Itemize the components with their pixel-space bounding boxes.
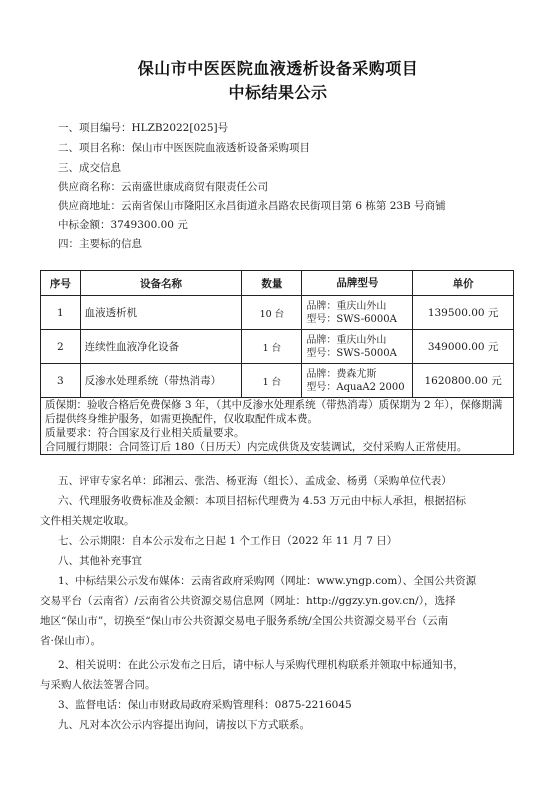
contract-term-note: 合同履行期限：合同签订后 180（日历天）内完成供货及安装调试，交付采购人正常使用。	[45, 441, 468, 453]
table-notes	[41, 398, 514, 455]
row-device-name: 反渗水处理系统（带热消毒）	[80, 364, 242, 398]
media-line4: 省·保山市）。	[40, 635, 102, 647]
media-line2: 交易平台（云南省）/云南省公共资源交易信息网（网址：http://ggzy.yn.gov.cn/），选择	[40, 595, 456, 607]
other-matters-heading: 八、其他补充事宜	[58, 555, 142, 567]
row-index: 3	[41, 364, 81, 398]
supplier-address: 供应商地址：云南省保山市隆阳区永昌街道永昌路农民街项目第 6 栋第 23B 号商铺	[58, 200, 446, 212]
row-model: 型号：SWS-5000A	[306, 347, 397, 359]
media-line1: 1、中标结果公示发布媒体：云南省政府采购网（网址：www.yngp.com）、全国公共资源	[58, 575, 477, 587]
related-notes-line1: 2、相关说明：在此公示发布之日后，请中标人与采购代理机构联系并领取中标通知书，	[58, 659, 464, 671]
row-unit-price: 349000.00 元	[413, 330, 514, 364]
header-cell-price: 单价	[413, 271, 514, 296]
row-quantity: 1 台	[242, 364, 302, 398]
table-notes-row	[41, 398, 514, 455]
inquiry-notice: 九、凡对本次公示内容提出询问，请按以下方式联系。	[58, 719, 310, 731]
quality-note: 质量要求：符合国家及行业相关质量要求。	[45, 427, 245, 439]
row-quantity: 10 台	[242, 296, 302, 330]
header-cell-brand: 品牌型号	[302, 271, 413, 296]
document-title: 保山市中医医院血液透析设备采购项目	[137, 59, 419, 78]
row-unit-price: 139500.00 元	[413, 296, 514, 330]
row-brand-model	[302, 330, 413, 364]
row-unit-price: 1620800.00 元	[413, 364, 514, 398]
row-brand: 品牌：重庆山外山	[306, 300, 387, 312]
row-brand-model	[302, 296, 413, 330]
row-index: 1	[41, 296, 81, 330]
row-brand: 品牌：费森尤斯	[306, 368, 377, 380]
document-subtitle: 中标结果公示	[228, 83, 328, 102]
row-model: 型号：AquaA2 2000	[306, 381, 405, 393]
row-device-name: 血液透析机	[80, 296, 242, 330]
table-row	[41, 364, 514, 398]
row-device-name: 连续性血液净化设备	[80, 330, 242, 364]
agency-fee-line1: 六、代理服务收费标准及金额：本项目招标代理费为 4.53 万元由中标人承担，根据招标	[58, 495, 467, 507]
project-number: 一、项目编号：HLZB2022[025]号	[58, 122, 229, 134]
agency-fee-line2: 文件相关规定收取。	[40, 515, 135, 527]
related-notes-line2: 与采购人依法签署合同。	[40, 679, 156, 691]
items-table	[40, 270, 514, 455]
row-model: 型号：SWS-6000A	[306, 313, 397, 325]
header-cell-index: 序号	[41, 271, 81, 296]
table-header-row	[41, 271, 514, 296]
deal-info-heading: 三、成交信息	[58, 162, 121, 174]
main-items-heading: 四：主要标的信息	[58, 238, 142, 250]
review-experts: 五、评审专家名单：邱湘云、张浩、杨亚海（组长）、孟成金、杨勇（采购单位代表）	[58, 475, 452, 487]
row-quantity: 1 台	[242, 330, 302, 364]
table-row	[41, 296, 514, 330]
header-cell-name: 设备名称	[80, 271, 242, 296]
header-cell-qty: 数量	[242, 271, 302, 296]
warranty-note: 质保期：验收合格后免费保修 3 年，（其中反渗水处理系统（带热消毒）质保期为 2 年），保修期满后提供终身维护服务，如需更换配件，仅收取配件成本费。	[45, 399, 503, 425]
row-index: 2	[41, 330, 81, 364]
project-name: 二、项目名称：保山市中医医院血液透析设备采购项目	[58, 142, 310, 154]
publicity-period: 七、公示期限：自本公示发布之日起 1 个工作日（2022 年 11 月 7 日）	[58, 535, 398, 547]
row-brand-model	[302, 364, 413, 398]
supplier-name: 供应商名称：云南盛世康成商贸有限责任公司	[58, 181, 268, 193]
bid-amount: 中标金额：3749300.00 元	[58, 219, 188, 231]
supervision-phone: 3、监督电话：保山市财政局政府采购管理科：0875-2216045	[58, 699, 352, 711]
row-brand: 品牌：重庆山外山	[306, 334, 387, 346]
media-line3: 地区“保山市”，切换至“保山市公共资源交易电子服务系统/全国公共资源交易平台（云南	[40, 615, 449, 627]
table-row	[41, 330, 514, 364]
